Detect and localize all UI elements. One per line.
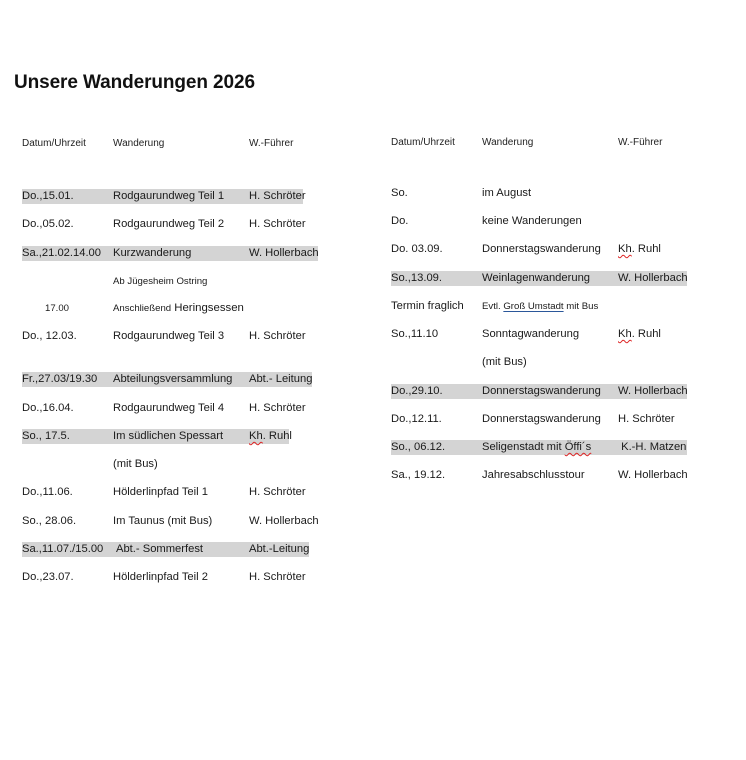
cell-leader: H. Schröter — [249, 218, 306, 230]
cell-hike: Weinlagenwanderung — [482, 272, 591, 284]
table-row — [0, 485, 340, 500]
spellcheck-marked-word[interactable]: Öffi´s — [564, 441, 592, 453]
cell-leader: H. Schröter — [249, 402, 306, 414]
cell-hike: Donnerstagswanderung — [482, 413, 601, 425]
right-header-leader: W.-Führer — [618, 137, 663, 148]
table-row — [0, 186, 746, 201]
cell-leader: W. Hollerbach — [618, 385, 688, 397]
cell-hike: Im südlichen Spessart — [113, 430, 224, 442]
right-header-date: Datum/Uhrzeit — [391, 137, 455, 148]
table-row — [0, 384, 746, 399]
cell-leader: H. Schröter — [249, 190, 306, 202]
cell-hike: Rodgaurundweg Teil 3 — [113, 330, 225, 342]
cell-hike: Im Taunus (mit Bus) — [113, 515, 213, 527]
cell-leader: W. Hollerbach — [618, 272, 688, 284]
cell-date: Do.,05.02. — [22, 218, 74, 230]
cell-date: Sa., 19.12. — [391, 469, 446, 481]
cell-hike — [482, 299, 598, 314]
cell-leader: H. Schröter — [249, 571, 306, 583]
cell-hike: Kurzwanderung — [113, 247, 192, 259]
cell-date: So.,11.10 — [391, 328, 439, 340]
right-header-hike: Wanderung — [482, 137, 534, 148]
cell-date: Sa.,21.02.14.00 — [22, 247, 102, 259]
cell-hike-prefix: Anschließend — [113, 303, 172, 314]
cell-date: Termin fraglich — [391, 300, 464, 312]
table-row — [0, 299, 746, 314]
cell-hike: Rodgaurundweg Teil 2 — [113, 218, 225, 230]
table-row — [0, 242, 746, 257]
cell-date: Do.,23.07. — [22, 571, 74, 583]
table-row — [0, 214, 746, 229]
cell-leader: W. Hollerbach — [249, 247, 319, 259]
cell-leader: W. Hollerbach — [618, 469, 688, 481]
cell-hike: Rodgaurundweg Teil 4 — [113, 402, 225, 414]
cell-leader: H. Schröter — [618, 413, 675, 425]
cell-date: Do.,29.10. — [391, 385, 443, 397]
cell-date: Sa.,11.07./15.00 — [22, 543, 104, 555]
cell-hike: Hölderlinpfad Teil 1 — [113, 486, 208, 498]
spellcheck-marked-word[interactable]: Kh — [249, 430, 263, 442]
table-row — [0, 327, 746, 342]
cell-hike-prefix: Seligenstadt mit — [482, 441, 565, 453]
cell-hike-prefix: Evtl. — [482, 301, 501, 312]
table-row — [0, 514, 340, 529]
cell-leader-rest: . Ruhl — [631, 243, 661, 255]
cell-hike: (mit Bus) — [113, 458, 158, 470]
cell-leader: Abt.- Leitung — [249, 373, 313, 385]
spellcheck-marked-word[interactable]: Kh — [618, 243, 632, 255]
table-row — [0, 355, 746, 370]
cell-hike: im August — [482, 187, 532, 199]
cell-date: So., 17.5. — [22, 430, 70, 442]
cell-leader — [618, 327, 661, 342]
cell-hike: keine Wanderungen — [482, 215, 582, 227]
cell-hike: Donnerstagswanderung — [482, 385, 601, 397]
cell-leader: H. Schröter — [249, 486, 306, 498]
cell-hike: Sonntagwanderung — [482, 328, 580, 340]
cell-hike: Abteilungsversammlung — [113, 373, 233, 385]
table-row — [0, 542, 340, 557]
cell-leader-rest: . Ruhl — [631, 328, 661, 340]
cell-leader: W. Hollerbach — [249, 515, 319, 527]
left-header-leader: W.-Führer — [249, 138, 294, 149]
cell-date: So., 28.06. — [22, 515, 77, 527]
table-row — [0, 468, 746, 483]
grammar-marked-phrase[interactable]: Groß Umstadt — [503, 301, 564, 312]
cell-hike: Rodgaurundweg Teil 1 — [113, 190, 225, 202]
left-header-hike: Wanderung — [113, 138, 165, 149]
cell-date: Do.,11.06. — [22, 486, 73, 498]
page-title: Unsere Wanderungen 2026 — [14, 72, 255, 93]
cell-date: 17.00 — [45, 303, 70, 314]
cell-hike: Abt.- Sommerfest — [116, 543, 204, 555]
cell-leader: H. Schröter — [249, 330, 306, 342]
cell-date: Do.,16.04. — [22, 402, 74, 414]
cell-hike: Donnerstagswanderung — [482, 243, 601, 255]
table-row — [0, 271, 746, 286]
table-row — [0, 570, 340, 585]
cell-leader-rest: . Ruhl — [262, 430, 292, 442]
cell-date: Fr.,27.03/19.30 — [22, 373, 98, 385]
cell-hike-suffix: mit Bus — [566, 301, 599, 312]
cell-date: Do.,12.11. — [391, 413, 442, 425]
table-row — [0, 412, 746, 427]
cell-hike: Hölderlinpfad Teil 2 — [113, 571, 208, 583]
cell-hike-suffix: Heringsessen — [174, 302, 244, 314]
cell-date: Do. 03.09. — [391, 243, 443, 255]
left-header-date: Datum/Uhrzeit — [22, 138, 86, 149]
cell-date: So. — [391, 187, 408, 199]
spellcheck-marked-word[interactable]: Kh — [618, 328, 632, 340]
cell-hike: Ab Jügesheim Ostring — [113, 276, 208, 287]
cell-date: So.,13.09. — [391, 272, 443, 284]
cell-date: Do., 12.03. — [22, 330, 77, 342]
cell-leader — [618, 242, 661, 257]
cell-hike: Jahresabschlusstour — [482, 469, 585, 481]
cell-leader: K.-H. Matzen — [618, 441, 687, 453]
cell-hike: (mit Bus) — [482, 356, 527, 368]
cell-hike — [482, 440, 591, 455]
cell-date: So., 06.12. — [391, 441, 446, 453]
cell-leader: Abt.-Leitung — [249, 543, 310, 555]
cell-date: Do. — [391, 215, 409, 227]
cell-date: Do.,15.01. — [22, 190, 74, 202]
table-row — [0, 440, 746, 455]
